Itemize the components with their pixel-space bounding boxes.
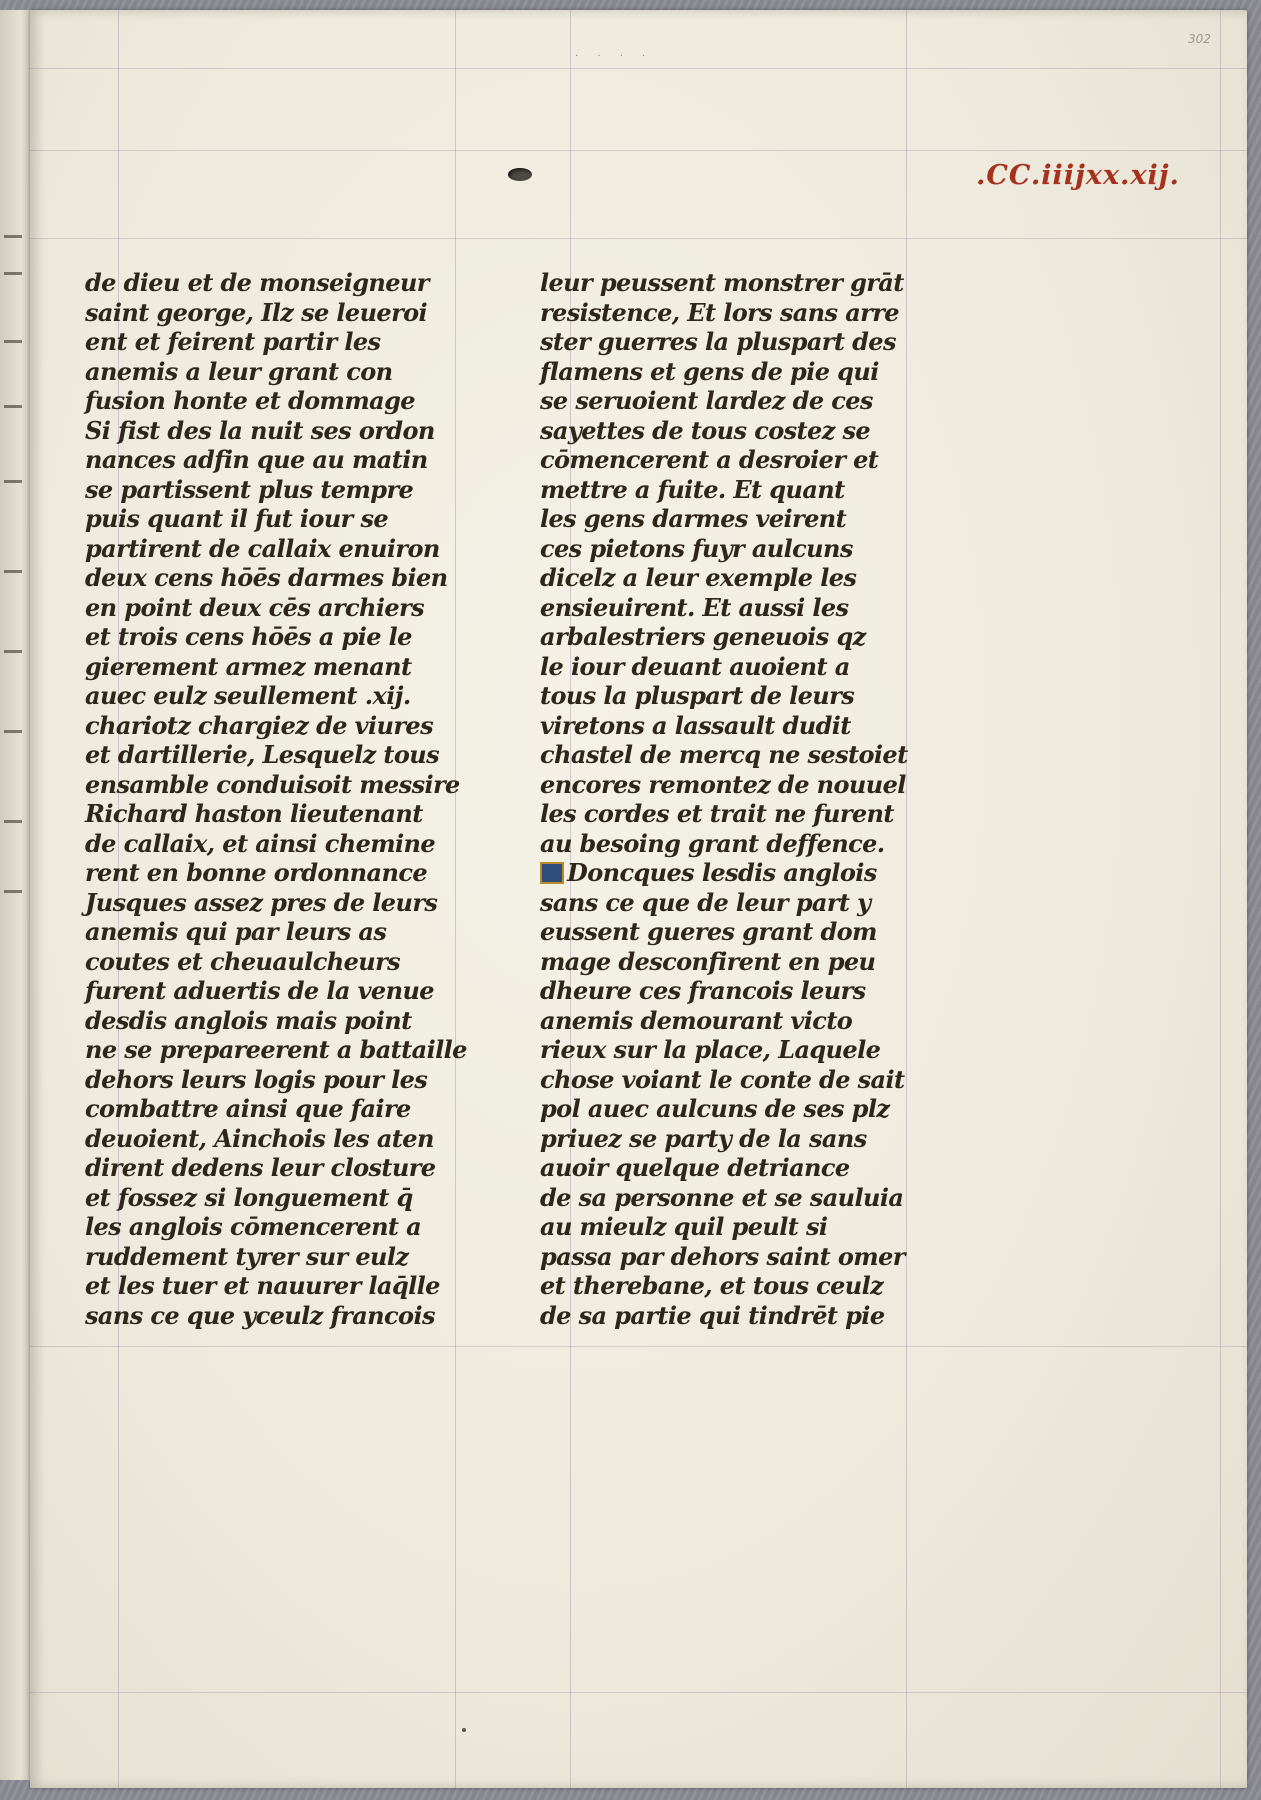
- text-line: [85, 1094, 485, 1124]
- text-line-content: sans ce que de leur part y: [540, 887, 871, 917]
- text-line: [85, 888, 485, 918]
- text-line: [540, 563, 985, 593]
- text-line: [540, 799, 985, 829]
- pricking-marks: · · · ·: [575, 51, 654, 62]
- text-column-right: [540, 268, 985, 1330]
- parchment-hole: [508, 168, 532, 181]
- text-line-content: et les tuer et nauurer laq̄lle: [85, 1271, 440, 1300]
- text-line: [85, 681, 485, 711]
- text-line-content: Richard haston lieutenant: [85, 799, 423, 828]
- text-line-content: de sa partie qui tindrēt pie: [540, 1300, 885, 1330]
- text-line-content: de sa personne et se sauluia: [540, 1182, 904, 1212]
- text-line: [85, 504, 485, 534]
- text-line: [540, 681, 985, 711]
- text-line-content: de dieu et de monseigneur: [85, 268, 429, 297]
- text-line: [85, 740, 485, 770]
- text-line-content: rieux sur la place, Laquele: [540, 1035, 881, 1064]
- text-line-content: et trois cens hōēs a pie le: [85, 622, 412, 651]
- text-line-content: desdis anglois mais point: [85, 1005, 412, 1035]
- text-line: [540, 1124, 985, 1154]
- text-line-content: priuez se party de la sans: [540, 1123, 867, 1153]
- text-line-content: deuoient, Ainchois les aten: [85, 1123, 434, 1153]
- text-line: [85, 386, 485, 416]
- text-line: [540, 327, 985, 357]
- text-line: [85, 445, 485, 475]
- text-line-content: mage desconfirent en peu: [540, 946, 876, 976]
- text-line: [85, 770, 485, 800]
- text-line: [85, 622, 485, 652]
- text-line-content: chose voiant le conte de sait: [540, 1064, 905, 1094]
- text-line: [540, 1094, 985, 1124]
- text-line: [540, 711, 985, 741]
- text-line-content: gierement armez menant: [85, 651, 412, 681]
- text-line-content: cōmencerent a desroier et: [540, 445, 879, 474]
- text-line: [85, 298, 485, 328]
- text-line-content: ces pietons fuyr aulcuns: [540, 533, 853, 563]
- text-line-content: se seruoient lardez de ces: [540, 386, 873, 415]
- text-line-content: et therebane, et tous ceulz: [540, 1271, 884, 1300]
- text-line-content: flamens et gens de pie qui: [540, 356, 879, 386]
- text-line-content: rent en bonne ordonnance: [85, 858, 428, 887]
- text-line-content: se partissent plus tempre: [85, 474, 414, 504]
- text-line-content: sayettes de tous costez se: [540, 415, 871, 445]
- text-line: [85, 416, 485, 446]
- text-line: [540, 947, 985, 977]
- text-line-content: les anglois cōmencerent a: [85, 1212, 422, 1241]
- ruling-line-vertical: [1220, 10, 1221, 1788]
- text-line: [85, 1271, 485, 1301]
- text-line: [85, 1301, 485, 1331]
- text-line: [85, 357, 485, 387]
- text-line-content: furent aduertis de la venue: [85, 976, 434, 1005]
- text-line: [540, 386, 985, 416]
- text-line: [540, 1183, 985, 1213]
- text-line: [85, 858, 485, 888]
- ruling-line-horizontal: [30, 150, 1247, 151]
- text-line: [540, 622, 985, 652]
- text-line-content: arbalestriers geneuois qz: [540, 622, 866, 651]
- text-line: [540, 593, 985, 623]
- text-line: [540, 1006, 985, 1036]
- text-line-content: partirent de callaix enuiron: [85, 533, 440, 563]
- text-line-content: viretons a lassault dudit: [540, 710, 851, 740]
- text-line-content: passa par dehors saint omer: [540, 1241, 905, 1271]
- text-line: [85, 799, 485, 829]
- text-line: [85, 1065, 485, 1095]
- text-line-content: dheure ces francois leurs: [540, 976, 866, 1005]
- text-line: [540, 268, 985, 298]
- text-line-content: chastel de mercq ne sestoiet: [540, 740, 908, 769]
- text-line: [85, 917, 485, 947]
- text-line: [540, 917, 985, 947]
- text-line-content: dirent dedens leur closture: [85, 1153, 436, 1182]
- text-line: [85, 947, 485, 977]
- text-line-content: saint george, Ilz se leueroi: [85, 297, 428, 327]
- text-line: [85, 1006, 485, 1036]
- text-line: [540, 475, 985, 505]
- ruling-line-horizontal: [30, 1346, 1247, 1347]
- text-line-content: les cordes et trait ne furent: [540, 799, 894, 828]
- text-line-content: fusion honte et dommage: [85, 386, 415, 415]
- text-column-left: [85, 268, 485, 1330]
- text-line: [85, 268, 485, 298]
- text-line: [540, 357, 985, 387]
- text-line: [540, 858, 985, 888]
- text-line: [85, 1153, 485, 1183]
- text-line: [85, 1124, 485, 1154]
- text-line: [540, 416, 985, 446]
- text-line-content: mettre a fuite. Et quant: [540, 474, 845, 504]
- text-line-content: eussent gueres grant dom: [540, 917, 877, 946]
- text-line: [540, 1271, 985, 1301]
- folio-number: 302: [1188, 32, 1211, 46]
- text-line: [540, 1212, 985, 1242]
- text-line: [85, 1242, 485, 1272]
- text-line-content: coutes et cheuaulcheurs: [85, 946, 401, 976]
- text-line: [85, 829, 485, 859]
- ruling-line-horizontal: [30, 238, 1247, 239]
- text-line-content: et fossez si longuement q̄: [85, 1182, 413, 1212]
- ruling-line-horizontal: [30, 68, 1247, 69]
- text-line: [540, 298, 985, 328]
- text-line: [540, 1065, 985, 1095]
- text-line-content: au mieulz quil peult si: [540, 1212, 828, 1241]
- chapter-number: .CC.iiijxx.xij.: [976, 160, 1180, 191]
- text-line: [540, 1242, 985, 1272]
- text-line-content: les gens darmes veirent: [540, 504, 847, 533]
- text-line: [540, 1301, 985, 1331]
- text-line: [540, 976, 985, 1006]
- text-line: [85, 711, 485, 741]
- text-line-content: anemis a leur grant con: [85, 356, 393, 386]
- text-line: [540, 504, 985, 534]
- text-line: [85, 652, 485, 682]
- text-line: [85, 563, 485, 593]
- text-line: [540, 1153, 985, 1183]
- text-line-content: sans ce que yceulz francois: [85, 1300, 435, 1330]
- text-line: [85, 327, 485, 357]
- text-line-content: resistence, Et lors sans arre: [540, 297, 899, 327]
- text-line-content: ster guerres la pluspart des: [540, 327, 896, 356]
- text-line: [540, 829, 985, 859]
- text-line: [540, 740, 985, 770]
- text-line-content: au besoing grant deffence.: [540, 828, 885, 858]
- text-line-content: ensieuirent. Et aussi les: [540, 592, 849, 622]
- text-line: [85, 475, 485, 505]
- text-line-content: anemis demourant victo: [540, 1005, 853, 1035]
- text-line-content: auec eulz seullement .xij.: [85, 681, 411, 710]
- text-line-content: auoir quelque detriance: [540, 1153, 850, 1182]
- text-line-content: leur peussent monstrer grāt: [540, 268, 904, 297]
- text-line: [85, 1212, 485, 1242]
- text-line-content: et dartillerie, Lesquelz tous: [85, 740, 440, 769]
- text-line: [85, 976, 485, 1006]
- text-line-content: Doncques lesdis anglois: [567, 858, 877, 887]
- text-line-content: ensamble conduisoit messire: [85, 769, 460, 799]
- ruling-line-horizontal: [30, 1692, 1247, 1693]
- text-line-content: de callaix, et ainsi chemine: [85, 828, 436, 858]
- text-line: [540, 445, 985, 475]
- text-line: [85, 1035, 485, 1065]
- text-line-content: pol auec aulcuns de ses plz: [540, 1094, 890, 1123]
- text-line-content: ent et feirent partir les: [85, 327, 381, 356]
- text-line: [540, 534, 985, 564]
- text-line-content: dicelz a leur exemple les: [540, 563, 857, 592]
- text-line: [540, 1035, 985, 1065]
- text-line-content: encores remontez de nouuel: [540, 769, 906, 799]
- text-line-content: chariotz chargiez de viures: [85, 710, 434, 740]
- text-line-content: Jusques assez pres de leurs: [85, 887, 438, 917]
- text-line-content: tous la pluspart de leurs: [540, 681, 855, 710]
- text-line: [540, 652, 985, 682]
- illuminated-initial-icon: [540, 862, 564, 884]
- text-line-content: ne se prepareerent a battaille: [85, 1035, 467, 1064]
- text-line-content: en point deux cēs archiers: [85, 592, 424, 622]
- text-line-content: deux cens hōēs darmes bien: [85, 563, 448, 592]
- ink-speck: [462, 1728, 466, 1732]
- text-line: [85, 1183, 485, 1213]
- text-line-content: dehors leurs logis pour les: [85, 1064, 428, 1094]
- text-line-content: nances adfin que au matin: [85, 445, 428, 474]
- text-line-content: Si fist des la nuit ses ordon: [85, 415, 435, 445]
- text-line-content: puis quant il fut iour se: [85, 504, 389, 533]
- text-line-content: anemis qui par leurs as: [85, 917, 387, 946]
- text-line: [540, 888, 985, 918]
- text-line: [540, 770, 985, 800]
- text-line-content: ruddement tyrer sur eulz: [85, 1241, 409, 1271]
- text-line: [85, 593, 485, 623]
- text-line: [85, 534, 485, 564]
- text-line-content: le iour deuant auoient a: [540, 651, 850, 681]
- text-line-content: combattre ainsi que faire: [85, 1094, 411, 1123]
